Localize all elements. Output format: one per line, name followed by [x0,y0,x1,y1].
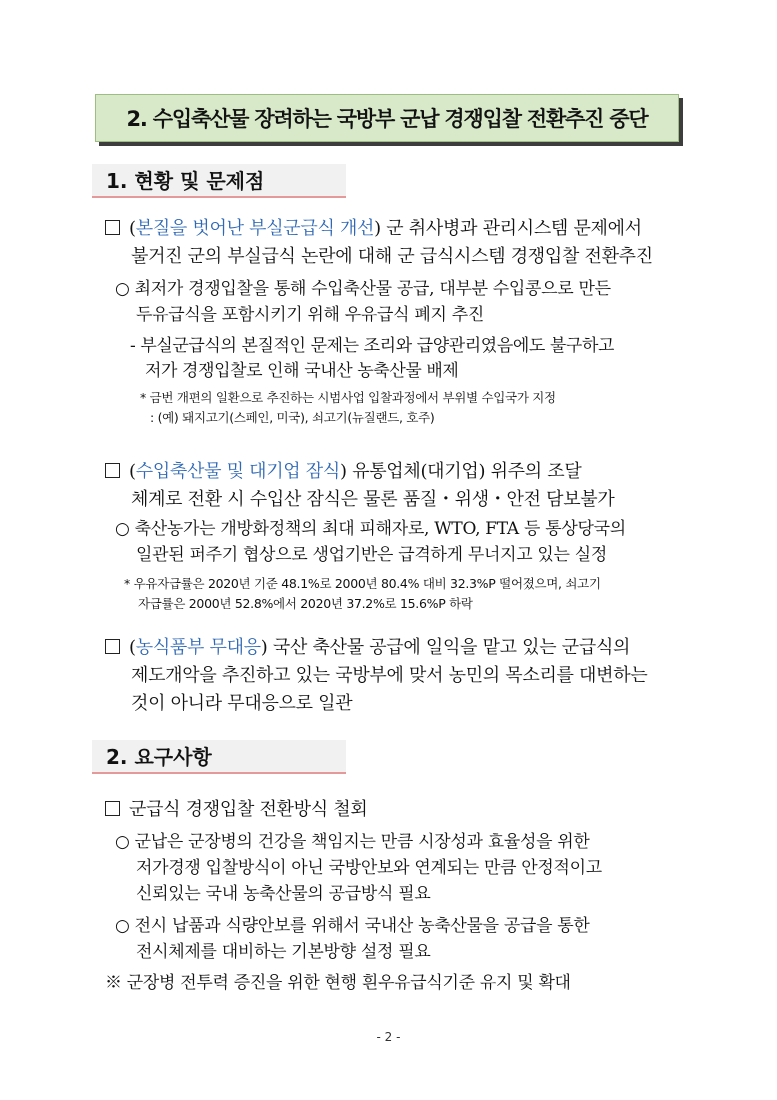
item-2-line-1: (수입축산물 및 대기업 잠식) 유통업체(대기업) 위주의 조달 [105,457,581,483]
item-1-bullet-line-1: ○ 최저가 경쟁입찰을 통해 수입축산물 공급, 대부분 수입콩으로 만든 [115,279,611,299]
item-3-line-3: 것이 아니라 무대응으로 일관 [131,693,353,714]
item-2-rest: ) 유통업체(대기업) 위주의 조달 [339,461,582,482]
page-title: 2. 수입축산물 장려하는 국방부 군납 경쟁입찰 전환추진 중단 [95,94,679,142]
item-1-line-1: (본질을 벗어난 부실군급식 개선) 군 취사병과 관리시스템 문제에서 [105,214,642,240]
item-3-line-2: 제도개악을 추진하고 있는 국방부에 맞서 농민의 목소리를 대변하는 [131,665,648,686]
page-number: - 2 - [376,1030,401,1044]
requirement-b2-line-2: 전시체제를 대비하는 기본방향 설정 필요 [136,942,431,962]
item-1-dash-line-2: 저가 경쟁입찰로 인해 국내산 농축산물 배제 [145,361,459,381]
checkbox-square-icon [105,463,120,478]
item-2-line-2: 체계로 전환 시 수입산 잠식은 물론 품질・위생・안전 담보불가 [131,489,615,510]
item-1-dash-line-1: - 부실군급식의 본질적인 문제는 조리와 급양관리였음에도 불구하고 [130,336,614,356]
item-2-note-line-1: * 우유자급률은 2020년 기준 48.1%로 2000년 80.4% 대비 32.3%P 떨어졌으며, 쇠고기 [124,576,601,591]
requirement-b1-line-2: 저가경쟁 입찰방식이 아닌 국방안보와 연계되는 만큼 안정적이고 [136,858,602,878]
requirement-b2-line-1: ○ 전시 납품과 식량안보를 위해서 국내산 농축산물을 공급을 통한 [115,916,590,936]
item-1-highlight: 본질을 벗어난 부실군급식 개선 [135,218,375,239]
requirement-main [105,795,367,821]
item-2-highlight: 수입축산물 및 대기업 잠식 [135,461,340,482]
requirement-b1-line-1: ○ 군납은 군장병의 건강을 책임지는 만큼 시장성과 효율성을 위한 [115,832,590,852]
item-1-note-line-2: : (예) 돼지고기(스페인, 미국), 쇠고기(뉴질랜드, 호주) [150,410,435,425]
section-heading-requirements: 2. 요구사항 [92,740,346,774]
checkbox-square-icon [105,801,120,816]
requirement-b1-line-3: 신뢰있는 국내 농축산물의 공급방식 필요 [136,884,431,904]
checkbox-square-icon [105,220,120,235]
requirement-main-text: 군급식 경쟁입찰 전환방식 철회 [129,799,368,820]
reference-note: ※ 군장병 전투력 증진을 위한 현행 흰우유급식기준 유지 및 확대 [105,973,571,993]
item-3-highlight: 농식품부 무대응 [135,637,261,658]
checkbox-square-icon [105,639,120,654]
item-1-line-2: 불거진 군의 부실급식 논란에 대해 군 급식시스템 경쟁입찰 전환추진 [131,246,653,267]
item-1-bullet-line-2: 두유급식을 포함시키기 위해 우유급식 폐지 추진 [136,305,484,325]
item-3-line-1: (농식품부 무대응) 국산 축산물 공급에 일익을 맡고 있는 군급식의 [105,633,630,659]
item-3-rest: ) 국산 축산물 공급에 일익을 맡고 있는 군급식의 [260,637,631,658]
section-heading-status: 1. 현황 및 문제점 [92,164,346,198]
item-1-note-line-1: * 금번 개편의 일환으로 추진하는 시범사업 입찰과정에서 부위별 수입국가 지정 [140,390,556,405]
item-2-note-line-2: 자급률은 2000년 52.8%에서 2020년 37.2%로 15.6%P 하락 [138,596,473,611]
item-1-rest: ) 군 취사병과 관리시스템 문제에서 [374,218,642,239]
item-2-bullet-line-1: ○ 축산농가는 개방화정책의 최대 피해자로, WTO, FTA 등 통상당국의 [115,519,626,539]
item-2-bullet-line-2: 일관된 퍼주기 협상으로 생업기반은 급격하게 무너지고 있는 실정 [136,545,608,565]
